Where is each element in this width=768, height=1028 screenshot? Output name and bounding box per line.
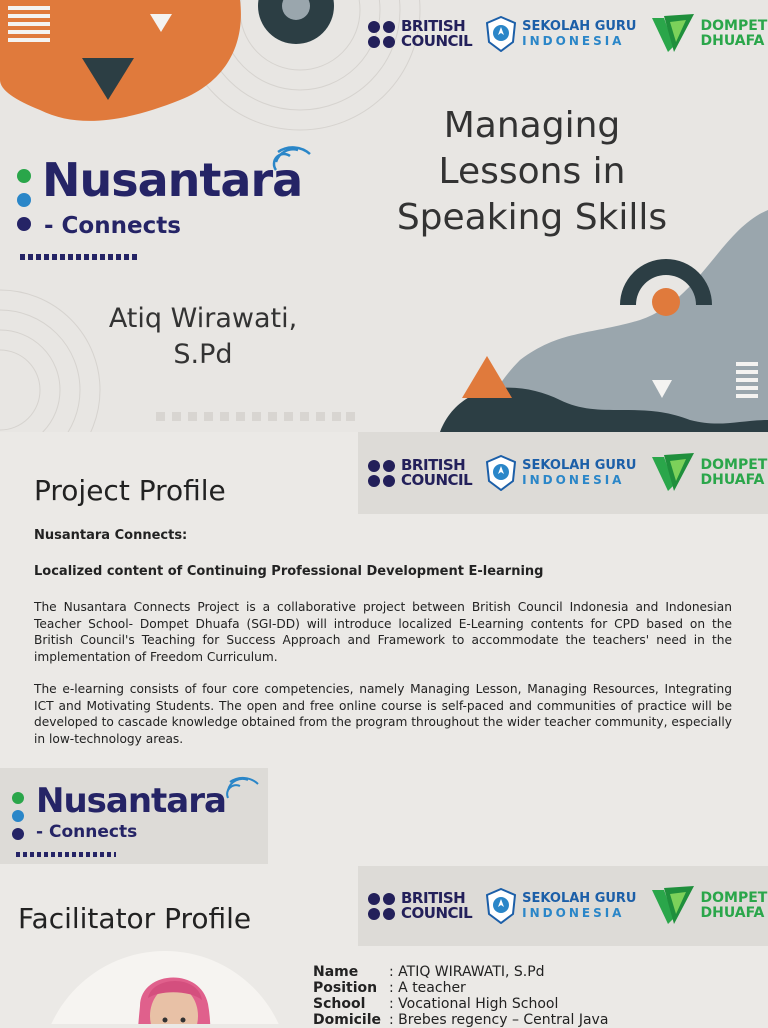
dompet-dhuafa-logo	[650, 451, 767, 495]
logo-text: SEKOLAH GURU	[522, 458, 637, 473]
logo-text: DHUAFA	[700, 472, 765, 488]
logo-wordmark: Nusantara	[36, 781, 226, 821]
british-council-logo	[368, 19, 472, 49]
british-council-logo	[368, 891, 472, 921]
detail-value: : Vocational High School	[389, 996, 559, 1012]
logo-underline	[16, 852, 116, 857]
detail-label: Domicile	[313, 1012, 382, 1028]
project-paragraph: The Nusantara Connects Project is a collaborative project between British Council Indonesia and Indonesian Teacher School- Dompet Dhuafa (SGI-DD) will introduce localized E-Learning contents for CPD based on the British Council's Teaching for Success Approach and Framework to accommodate the teachers' need in the implementation of Freedom Curriculum.	[34, 600, 732, 664]
detail-label: Position	[313, 980, 378, 996]
logo-dots-icon	[14, 164, 38, 236]
dompet-dhuafa-icon	[650, 451, 696, 495]
logo-text: SEKOLAH GURU	[522, 891, 637, 906]
detail-value: : A teacher	[389, 980, 466, 996]
detail-row	[313, 980, 608, 996]
logo-text: INDONESIA	[522, 34, 625, 48]
slide-title	[362, 103, 702, 241]
logo-text: DHUAFA	[700, 33, 765, 49]
project-paragraph: The e-learning consists of four core competencies, namely Managing Lesson, Managing Resources, Integrating ICT and Motivating Students. The open and free online course is self-paced and communities of practice will be developed to cascade knowledge obtained from the program throughout the wider teacher community, especially in low-technology areas.	[34, 682, 732, 746]
logo-underline	[20, 254, 140, 260]
project-subtitle: Nusantara Connects:	[34, 528, 188, 543]
detail-value: : ATIQ WIRAWATI, S.Pd	[389, 964, 545, 980]
title-slide	[0, 0, 768, 432]
detail-row	[313, 964, 608, 980]
dompet-dhuafa-logo	[650, 12, 767, 56]
author-line: S.Pd	[173, 339, 233, 370]
partner-logos	[358, 866, 768, 946]
logo-text: DOMPET	[700, 457, 768, 473]
shield-icon	[486, 455, 516, 491]
nusantara-logo	[0, 768, 268, 864]
sekolah-guru-logo	[486, 888, 636, 924]
avatar	[40, 946, 290, 1024]
author-line: Atiq Wirawati,	[108, 303, 298, 334]
dompet-dhuafa-logo	[650, 884, 767, 928]
logo-text: BRITISH	[401, 456, 466, 474]
logo-text: INDONESIA	[522, 906, 625, 920]
logo-text: COUNCIL	[401, 471, 473, 489]
dompet-dhuafa-icon	[650, 884, 696, 928]
shield-icon	[486, 888, 516, 924]
partner-logos	[358, 432, 768, 514]
wifi-icon	[222, 772, 262, 802]
nusantara-logo	[14, 140, 324, 264]
shield-icon	[486, 16, 516, 52]
logo-subtitle: - Connects	[36, 822, 138, 842]
logo-text: COUNCIL	[401, 32, 473, 50]
detail-row	[313, 1012, 608, 1028]
partner-logos	[368, 12, 767, 56]
logo-text: DOMPET	[700, 18, 768, 34]
logo-dots-icon	[8, 788, 28, 844]
logo-text: COUNCIL	[401, 904, 473, 922]
logo-text: DHUAFA	[700, 905, 765, 921]
logo-text: INDONESIA	[522, 473, 625, 487]
wifi-icon	[268, 140, 314, 176]
detail-label: School	[313, 996, 366, 1012]
sekolah-guru-logo	[486, 455, 636, 491]
logo-wordmark: Nusantara	[42, 153, 303, 207]
author-name	[70, 301, 336, 373]
logo-text: BRITISH	[401, 17, 466, 35]
section-heading: Project Profile	[34, 474, 226, 507]
title-line: Speaking Skills	[396, 197, 668, 238]
logo-text: SEKOLAH GURU	[522, 19, 637, 34]
sekolah-guru-logo	[486, 16, 636, 52]
detail-value: : Brebes regency – Central Java	[389, 1012, 609, 1028]
detail-row	[313, 996, 608, 1012]
dompet-dhuafa-icon	[650, 12, 696, 56]
facilitator-details	[313, 964, 608, 1028]
section-heading: Facilitator Profile	[18, 902, 252, 935]
detail-label: Name	[313, 964, 359, 980]
facilitator-photo	[40, 946, 290, 1024]
logo-text: BRITISH	[401, 889, 466, 907]
logo-text: DOMPET	[700, 890, 768, 906]
title-line: Lessons in	[438, 151, 626, 192]
project-subtitle-2: Localized content of Continuing Professional Development E-learning	[34, 564, 544, 579]
british-council-logo	[368, 458, 472, 488]
project-profile-section	[0, 432, 768, 768]
logo-subtitle: - Connects	[44, 213, 181, 239]
title-line: Managing	[443, 105, 621, 146]
